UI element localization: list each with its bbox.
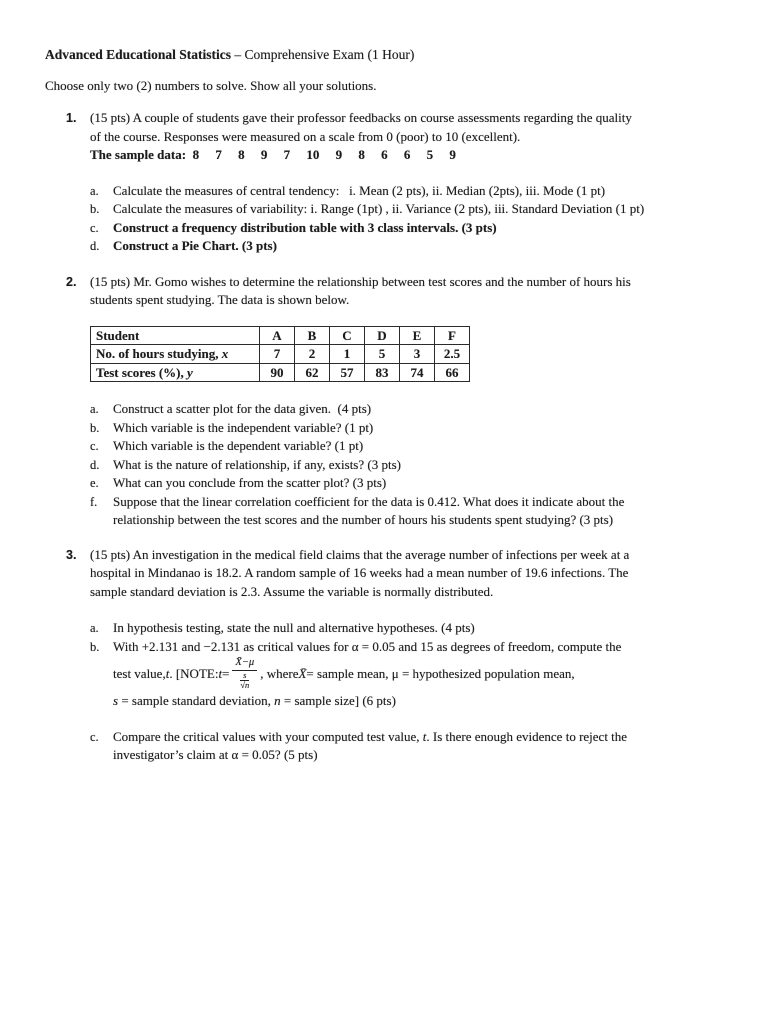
study-hours-table	[90, 326, 470, 383]
item-text: Calculate the measures of variability: i. Range (1pt) , ii. Variance (2 pts), iii. Standard Deviation (1 pt)	[113, 201, 645, 216]
list-item	[90, 638, 738, 711]
row-variable: x	[221, 346, 229, 362]
formula-post-text: , where	[260, 665, 299, 681]
list-item	[90, 728, 738, 765]
list-item	[90, 237, 738, 256]
item-text: Calculate the measures of central tendency: i. Mean (2 pts), ii. Median (2pts), iii. Mode (1 pt)	[113, 182, 606, 198]
sample-data-line	[90, 146, 738, 165]
item-letter: f.	[90, 494, 98, 509]
item-b-line-1: With +2.131 and −2.131 as critical values for α = 0.05 and 15 as degrees of freedom, compute the	[113, 638, 622, 654]
list-item	[90, 219, 738, 238]
question-1-sublist	[90, 182, 738, 256]
question-1-body	[90, 109, 738, 256]
page-title-bold: Advanced Educational Statistics	[45, 47, 232, 62]
question-3-line-1: (15 pts) An investigation in the medical field claims that the average number of infections per week at a	[90, 546, 630, 562]
item-letter: d.	[90, 457, 100, 472]
var-t: t	[422, 728, 427, 744]
item-letter: c.	[90, 220, 99, 235]
row-label-text: Test scores (%),	[96, 364, 184, 380]
question-1	[45, 109, 738, 256]
question-3-line-2: hospital in Mindanao is 18.2. A random sample of 16 weeks had a mean number of 19.6 infections. The	[90, 565, 629, 580]
item-letter: c.	[90, 729, 99, 744]
table-header-cell: C	[330, 326, 365, 345]
list-item	[90, 400, 738, 419]
item-text: Construct a Pie Chart. (3 pts)	[113, 238, 277, 253]
question-3-body	[90, 546, 738, 765]
table-row	[91, 363, 470, 382]
table-header-cell: A	[260, 326, 295, 345]
sample-data-label: The sample data:	[90, 147, 187, 162]
item-text-line: Suppose that the linear correlation coefficient for the data is 0.412. What does it indicate about the	[113, 493, 625, 509]
item-text-multiline	[113, 638, 621, 711]
inner-fraction-numerator: s	[240, 671, 249, 681]
question-3-sublist	[90, 619, 738, 765]
list-item	[90, 456, 738, 475]
item-b-line-3-text: = sample standard deviation,	[118, 693, 275, 708]
list-item	[90, 437, 738, 456]
formula-post-text: = sample mean, μ = hypothesized population mean,	[306, 665, 575, 681]
var-s: s	[113, 693, 119, 708]
item-text: Which variable is the independent variable? (1 pt)	[113, 419, 374, 435]
item-b-line-3	[113, 692, 621, 711]
table-cell: 83	[365, 363, 400, 382]
row-label-text: No. of hours studying,	[96, 346, 219, 362]
sample-data-values: 8 7 8 9 7 10 9 8 6 6 5 9	[192, 147, 456, 162]
table-header-cell: E	[400, 326, 435, 345]
item-letter: e.	[90, 476, 99, 490]
item-text-line: relationship between the test scores and the number of hours his students spent studying? (3 pts)	[113, 512, 614, 527]
question-2	[45, 273, 738, 530]
equals-sign: =	[222, 665, 230, 681]
item-text: Construct a frequency distribution table with 3 class intervals. (3 pts)	[113, 219, 497, 235]
question-3-line-3: sample standard deviation is 2.3. Assume the variable is normally distributed.	[90, 583, 494, 599]
table-cell: 2	[295, 345, 330, 364]
question-2-sublist	[90, 400, 738, 530]
table-row-label	[91, 345, 260, 364]
item-letter: b.	[90, 639, 100, 654]
question-2-line-2: students spent studying. The data is shown below.	[90, 292, 350, 307]
var-t: t	[165, 665, 170, 681]
list-item	[90, 619, 738, 638]
row-variable: y	[187, 364, 193, 380]
question-2-body	[90, 273, 738, 530]
table-cell: 57	[330, 363, 365, 382]
table-row-label	[91, 363, 260, 382]
table-cell: 66	[435, 363, 470, 382]
list-item	[90, 182, 738, 201]
table-cell: 62	[295, 363, 330, 382]
table-cell: 90	[260, 363, 295, 382]
item-c-line-2: investigator’s claim at α = 0.05? (5 pts)	[113, 747, 318, 762]
question-3-number: 3.	[66, 547, 77, 562]
question-1-line-2: of the course. Responses were measured on a scale from 0 (poor) to 10 (excellent).	[90, 128, 521, 144]
item-letter: a.	[90, 621, 99, 635]
inner-fraction-denominator: √n	[240, 680, 250, 691]
question-1-line-1: (15 pts) A couple of students gave their professor feedbacks on course assessments regarding the quality	[90, 110, 632, 125]
var-xbar: X̄	[298, 665, 307, 681]
list-item	[90, 200, 738, 219]
item-text-multiline	[113, 493, 624, 530]
table-row	[91, 326, 470, 345]
question-2-line-1: (15 pts) Mr. Gomo wishes to determine the relationship between test scores and the number of hours his	[90, 273, 631, 289]
question-3	[45, 546, 738, 765]
table-header-cell: D	[365, 326, 400, 345]
item-text: Construct a scatter plot for the data given. (4 pts)	[113, 401, 372, 416]
page-title	[45, 46, 738, 65]
fraction-numerator: X̄−μ	[232, 657, 257, 671]
item-letter: b.	[90, 420, 100, 435]
item-text: What can you conclude from the scatter plot? (3 pts)	[113, 475, 387, 490]
list-item	[90, 419, 738, 438]
table-cell: 5	[365, 345, 400, 364]
fraction-denominator	[240, 671, 249, 691]
question-1-number: 1.	[66, 111, 77, 125]
table-cell: 7	[260, 345, 295, 364]
list-item	[90, 493, 738, 530]
table-cell: 74	[400, 363, 435, 382]
item-c-line-1	[113, 728, 627, 747]
exam-instruction: Choose only two (2) numbers to solve. Show all your solutions.	[45, 77, 377, 93]
formula-pre-text: test value,	[113, 665, 166, 681]
table-cell: 1	[330, 345, 365, 364]
formula-note-text: . [NOTE:	[169, 665, 219, 681]
table-header-cell: B	[295, 326, 330, 345]
table-row	[91, 345, 470, 364]
item-letter: b.	[90, 202, 100, 216]
item-letter: d.	[90, 239, 100, 253]
table-cell: 3	[400, 345, 435, 364]
item-text: Which variable is the dependent variable? (1 pt)	[113, 438, 364, 453]
page-title-rest: – Comprehensive Exam (1 Hour)	[231, 47, 415, 62]
item-text-multiline	[113, 728, 627, 765]
list-item	[90, 474, 738, 493]
item-text: In hypothesis testing, state the null and alternative hypotheses. (4 pts)	[113, 620, 475, 635]
item-letter: c.	[90, 439, 99, 453]
item-b-line-3-end: = sample size] (6 pts)	[280, 693, 396, 708]
question-2-number: 2.	[66, 274, 77, 289]
var-n: n	[274, 693, 281, 708]
var-t: t	[218, 665, 223, 681]
item-letter: a.	[90, 402, 99, 416]
item-c-pre: Compare the critical values with your computed test value,	[113, 728, 423, 744]
table-header-cell: F	[435, 326, 470, 345]
item-b-formula-line	[113, 656, 621, 692]
item-letter: a.	[90, 183, 99, 198]
t-statistic-fraction	[232, 657, 257, 690]
table-header-cell: Student	[91, 326, 260, 345]
item-text: What is the nature of relationship, if any, exists? (3 pts)	[113, 456, 401, 472]
table-cell: 2.5	[435, 345, 470, 364]
item-c-post: . Is there enough evidence to reject the	[426, 728, 628, 744]
